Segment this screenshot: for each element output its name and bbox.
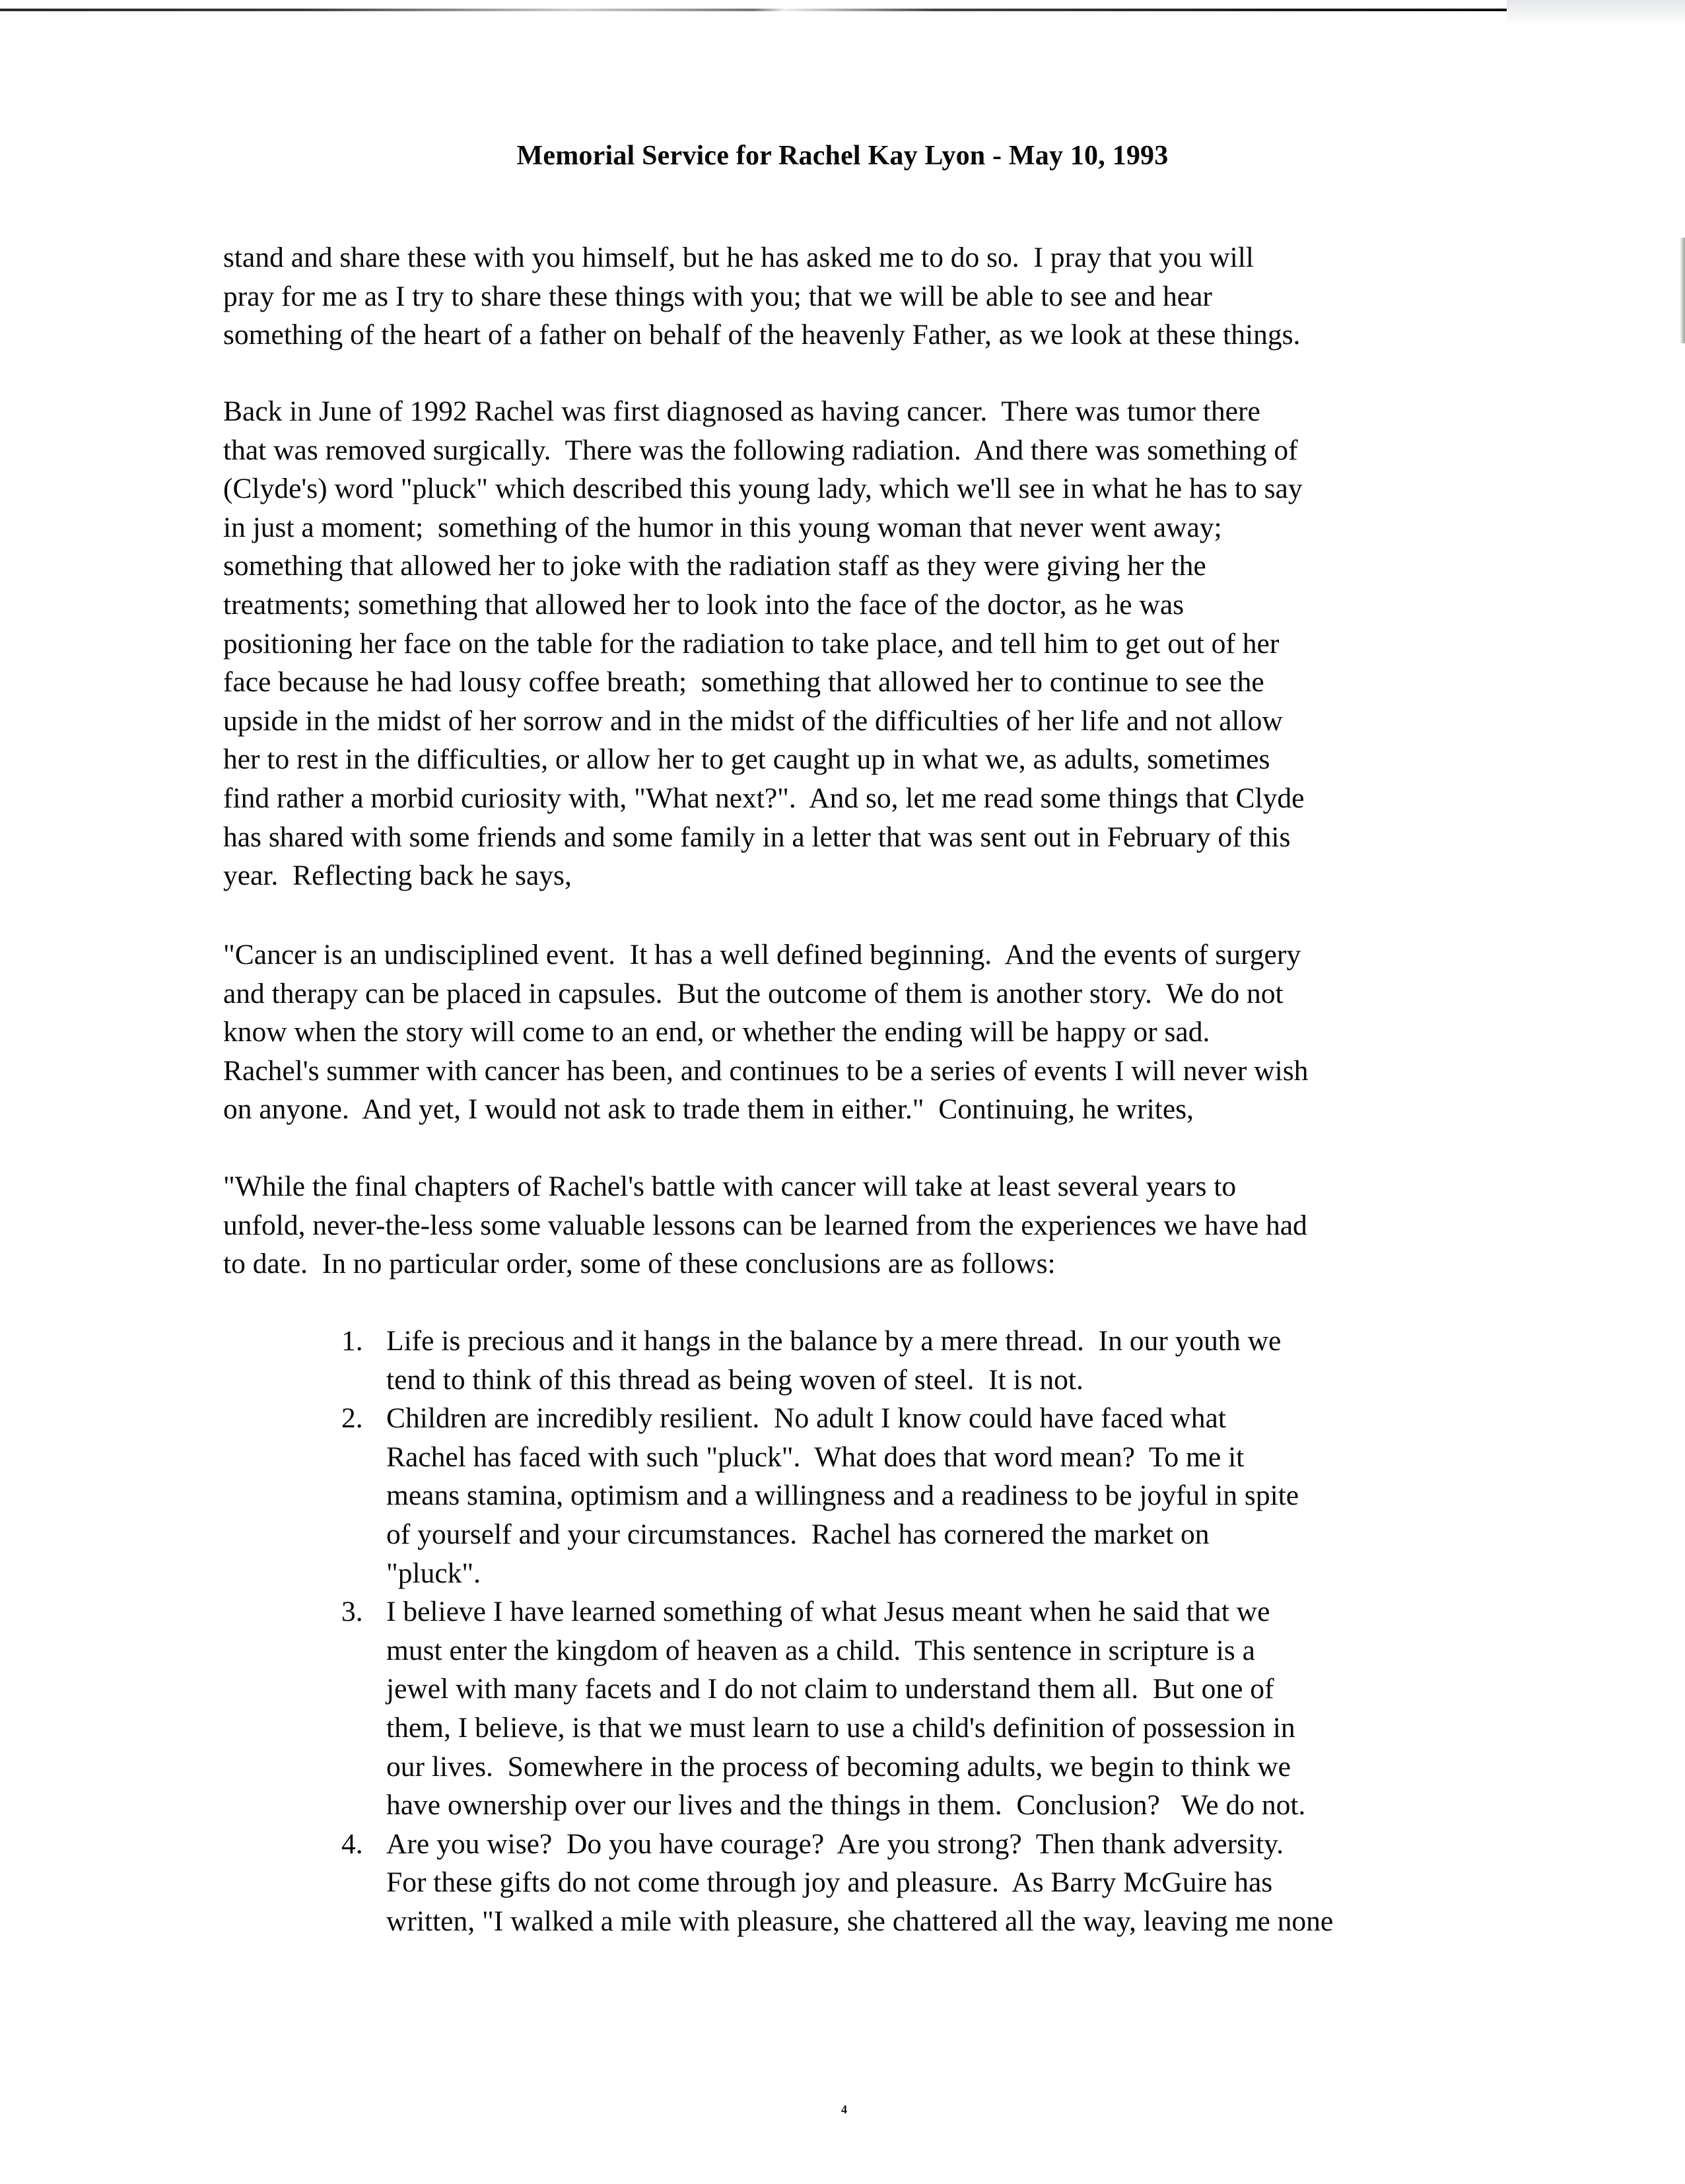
text-line: "pluck". — [386, 1557, 481, 1589]
text-line: in just a moment; something of the humor in this young woman that never went away; — [223, 511, 1222, 543]
list-number: 4. — [341, 1827, 363, 1860]
page-number: 4 — [841, 2103, 847, 2116]
text-line: her to rest in the difficulties, or allow her to get caught up in what we, as adults, sometimes — [223, 743, 1270, 776]
text-line: Are you wise? Do you have courage? Are you strong? Then thank adversity. — [386, 1827, 1284, 1860]
text-line: Rachel has faced with such "pluck". What does that word mean? To me it — [386, 1441, 1245, 1473]
text-line: jewel with many facets and I do not claim to understand them all. But one of — [386, 1673, 1274, 1705]
text-line: have ownership over our lives and the things in them. Conclusion? We do not. — [386, 1789, 1306, 1822]
list-number: 2. — [341, 1402, 363, 1435]
paragraph-3 — [223, 936, 1308, 1129]
text-line: must enter the kingdom of heaven as a child. This sentence in scripture is a — [386, 1634, 1255, 1666]
text-line: something of the heart of a father on behalf of the heavenly Father, as we look at these things. — [223, 319, 1301, 351]
list-number: 1. — [341, 1325, 363, 1357]
list-number: 3. — [341, 1596, 363, 1628]
text-line: Rachel's summer with cancer has been, and continues to be a series of events I will never wish — [223, 1054, 1309, 1087]
text-line: unfold, never-the-less some valuable lessons can be learned from the experiences we have had — [223, 1209, 1307, 1241]
text-line: (Clyde's) word "pluck" which described this young lady, which we'll see in what he has to say — [223, 473, 1303, 505]
text-line: know when the story will come to an end, or whether the ending will be happy or sad. — [223, 1016, 1210, 1048]
text-line: face because he had lousy coffee breath; something that allowed her to continue to see the — [223, 666, 1264, 699]
text-line: on anyone. And yet, I would not ask to trade them in either." Continuing, he writes, — [223, 1093, 1194, 1126]
text-line: that was removed surgically. There was the following radiation. And there was something of — [223, 434, 1298, 466]
text-line: to date. In no particular order, some of these conclusions are as follows: — [223, 1248, 1056, 1280]
list-item-4 — [341, 1825, 1334, 1941]
paragraph-4 — [223, 1167, 1307, 1283]
text-line: written, "I walked a mile with pleasure, she chattered all the way, leaving me none — [386, 1905, 1334, 1937]
text-line: them, I believe, is that we must learn to use a child's definition of possession in — [386, 1711, 1295, 1744]
text-line: pray for me as I try to share these things with you; that we will be able to see and hear — [223, 280, 1212, 312]
paragraph-1 — [223, 238, 1300, 355]
text-line: and therapy can be placed in capsules. But the outcome of them is another story. We do not — [223, 977, 1284, 1009]
text-line: tend to think of this thread as being woven of steel. It is not. — [386, 1363, 1083, 1396]
text-line: year. Reflecting back he says, — [223, 860, 572, 892]
text-line: find rather a morbid curiosity with, "What next?". And so, let me read some things that Clyde — [223, 782, 1305, 814]
scan-edge-top — [0, 9, 1509, 11]
paragraph-2 — [223, 392, 1304, 895]
text-line: Children are incredibly resilient. No adult I know could have faced what — [386, 1402, 1226, 1435]
list-item-1 — [341, 1322, 1288, 1399]
text-line: "Cancer is an undisciplined event. It has a well defined beginning. And the events of surgery — [223, 939, 1301, 971]
text-line: treatments; something that allowed her to look into the face of the doctor, as he was — [223, 588, 1185, 621]
text-line: positioning her face on the table for the radiation to take place, and tell him to get out of her — [223, 627, 1280, 660]
scan-edge-right — [1680, 238, 1685, 343]
text-line: stand and share these with you himself, but he has asked me to do so. I pray that you will — [223, 242, 1254, 273]
list-item-2 — [341, 1399, 1299, 1592]
text-line: has shared with some friends and some family in a letter that was sent out in February of this — [223, 821, 1291, 853]
text-line: something that allowed her to joke with the radiation staff as they were giving her the — [223, 550, 1206, 582]
text-line: upside in the midst of her sorrow and in the midst of the difficulties of her life and not allow — [223, 704, 1283, 737]
text-line: I believe I have learned something of what Jesus meant when he said that we — [386, 1596, 1270, 1628]
scan-corner-shadow — [1507, 0, 1685, 26]
conclusions-list — [341, 1322, 1334, 1941]
list-item-3 — [341, 1592, 1306, 1825]
text-line: "While the final chapters of Rachel's battle with cancer will take at least several years to — [223, 1171, 1237, 1202]
text-line: Life is precious and it hangs in the balance by a mere thread. In our youth we — [386, 1325, 1282, 1357]
document-title: Memorial Service for Rachel Kay Lyon - May 10, 1993 — [516, 141, 1169, 171]
text-line: Back in June of 1992 Rachel was first diagnosed as having cancer. There was tumor there — [223, 395, 1260, 427]
text-line: means stamina, optimism and a willingness and a readiness to be joyful in spite — [386, 1480, 1299, 1512]
text-line: our lives. Somewhere in the process of becoming adults, we begin to think we — [386, 1750, 1291, 1783]
text-line: For these gifts do not come through joy and pleasure. As Barry McGuire has — [386, 1866, 1273, 1899]
text-line: of yourself and your circumstances. Rachel has cornered the market on — [386, 1518, 1210, 1550]
